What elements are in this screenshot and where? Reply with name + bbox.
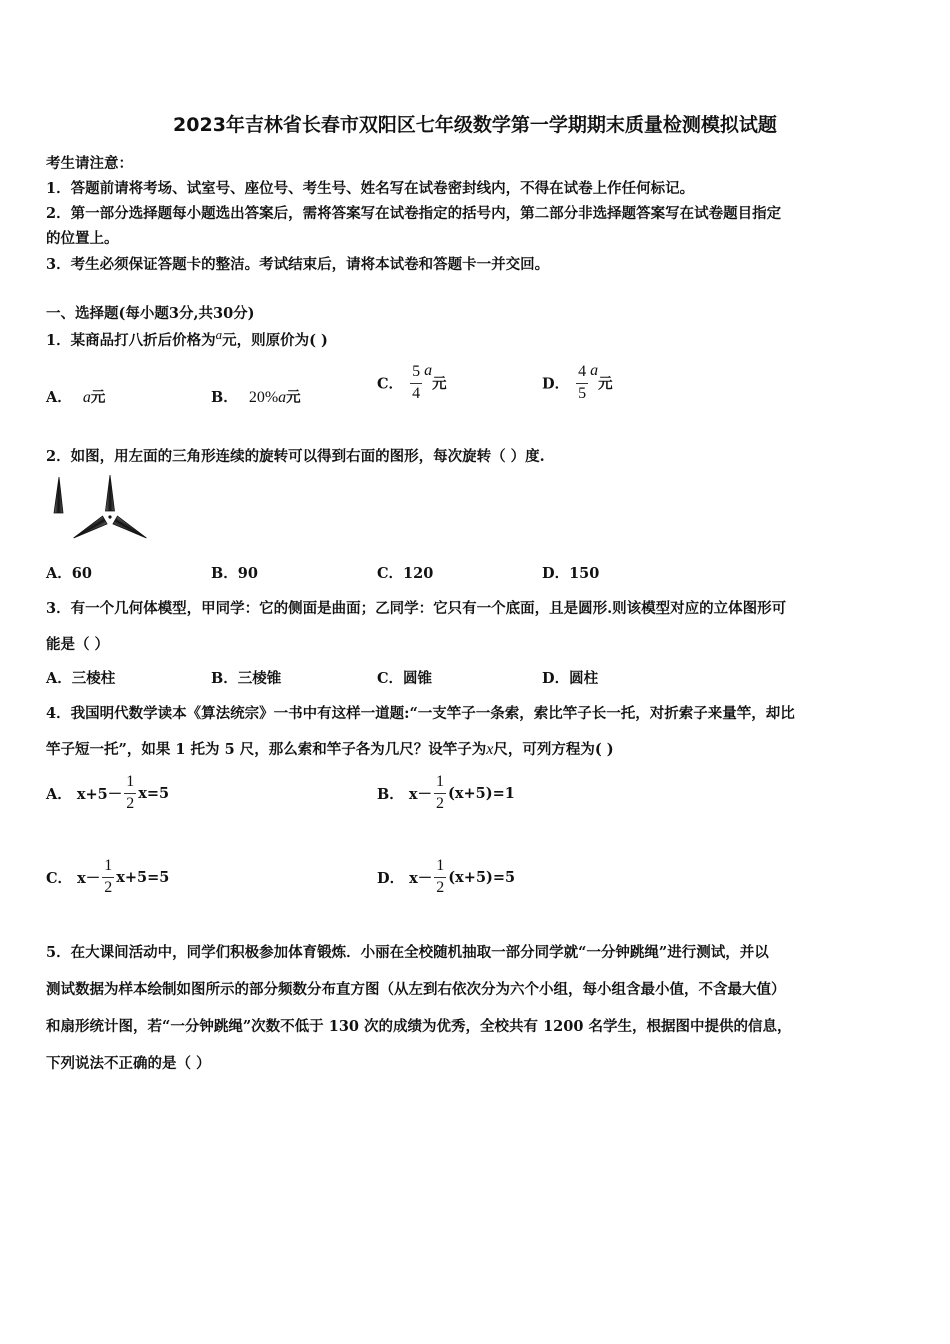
notice-item-2: 2．第一部分选择题每小题选出答案后，需将答案写在试卷指定的括号内，第二部分非选择题答案写在试卷题目指定: [46, 205, 782, 222]
q1-option-c-fraction: [410, 364, 422, 403]
q4-option-b-denominator: 2: [435, 794, 444, 812]
q1-option-d-label: D．: [542, 375, 570, 393]
q4-option-a-pre: x+5－: [76, 785, 123, 803]
q4-option-b-fraction: [434, 774, 446, 813]
q1-option-c-label: C．: [377, 375, 404, 393]
q2-option-a[interactable]: A．60: [46, 565, 92, 582]
q1-option-c-var: a: [424, 362, 433, 379]
q1-option-c-unit: 元: [432, 375, 447, 393]
q4-option-a-numerator: 1: [124, 774, 136, 794]
q1-stem-b: 元，则原价为( ): [222, 331, 328, 349]
q1-stem: [46, 327, 328, 350]
q2-option-b[interactable]: B．90: [211, 565, 258, 582]
notice-item-2-cont-text: 的位置上。: [46, 230, 119, 247]
q4-option-a-fraction: [124, 774, 136, 813]
q4-option-d-label: D．: [377, 869, 405, 887]
q4-option-b[interactable]: [377, 774, 515, 813]
q1-option-d-numerator: 4: [576, 364, 588, 384]
q4-option-c-post: x+5=5: [116, 868, 170, 886]
q2-stem: 2．如图，用左面的三角形连续的旋转可以得到右面的图形，每次旋转（ ）度.: [46, 448, 545, 465]
q1-option-a-unit: 元: [90, 389, 106, 406]
page-title: 2023年吉林省长春市双阳区七年级数学第一学期期末质量检测模拟试题: [173, 114, 777, 136]
q4-option-b-pre: x－: [408, 785, 432, 803]
q3-option-c[interactable]: C．圆锥: [377, 670, 433, 687]
q1-option-c-numerator: 5: [410, 364, 422, 384]
q1-option-b-unit: 元: [286, 389, 301, 406]
q2-option-d[interactable]: D．150: [542, 565, 600, 582]
q3-option-b[interactable]: B．三棱锥: [211, 670, 282, 687]
q4-option-b-label: B．: [377, 785, 404, 803]
q4-stem-line1: 4．我国明代数学读本《算法统宗》一书中有这样一道题:“一支竿子一条索，索比竿子长一托，对折索子来量竿，却比: [46, 705, 795, 722]
q1-option-d-fraction: [576, 364, 588, 403]
notice-item-2-cont: [46, 227, 119, 248]
q4-option-d-fraction: [434, 858, 446, 897]
q1-option-a-var: a: [82, 389, 91, 406]
q1-stem-a: 1．某商品打八折后价格为: [46, 331, 216, 349]
q4-option-a-denominator: 2: [126, 794, 135, 812]
q1-option-d-denominator: 5: [578, 384, 587, 402]
rotated-triangles: [71, 475, 148, 542]
q1-option-b[interactable]: [211, 386, 301, 407]
q3-stem-line2: 能是（ ）: [46, 636, 110, 653]
q5-stem-line1: 5．在大课间活动中，同学们积极参加体育锻炼．小丽在全校随机抽取一部分同学就“一分钟跳绳”进行测试，并以: [46, 944, 769, 961]
q4-stem-line2-a: 竿子短一托”，如果 1 托为 5 尺，那么索和竿子各为几尺？设竿子为: [46, 741, 487, 758]
q2-option-c[interactable]: C．120: [377, 565, 434, 582]
q4-option-c-fraction: [102, 858, 114, 897]
q5-stem-line4: 下列说法不正确的是（ ）: [46, 1055, 211, 1072]
q4-option-d[interactable]: [377, 858, 515, 897]
rotation-figure: [46, 473, 156, 543]
q1-option-b-value: 20%: [248, 389, 279, 406]
notice-heading: 考生请注意：: [46, 155, 133, 172]
q4-option-c-numerator: 1: [102, 858, 114, 878]
q4-option-c-label: C．: [46, 869, 73, 887]
section-heading: 一、选择题(每小题3分,共30分): [46, 305, 255, 322]
q4-stem-line2: [46, 738, 614, 759]
q1-option-d-var: a: [590, 362, 599, 379]
q4-option-c[interactable]: [46, 858, 169, 897]
q5-stem-line2: 测试数据为样本绘制如图所示的部分频数分布直方图（从左到右依次分为六个小组，每小组含最小值，不含最大值）: [46, 981, 786, 998]
q3-stem-line1: 3．有一个几何体模型，甲同学：它的侧面是曲面；乙同学：它只有一个底面，且是圆形.则该模型对应的立体图形可: [46, 600, 787, 617]
q4-option-c-denominator: 2: [104, 878, 113, 896]
q4-stem-line2-b: 尺，可列方程为( ): [493, 741, 614, 758]
q1-option-a[interactable]: [46, 386, 105, 407]
q4-option-a-label: A．: [46, 785, 72, 803]
q3-option-d[interactable]: D．圆柱: [542, 670, 599, 687]
q1-option-d-unit: 元: [598, 375, 613, 393]
q1-option-b-var: a: [278, 389, 287, 406]
q4-option-d-numerator: 1: [434, 858, 446, 878]
q3-option-a[interactable]: A．三棱柱: [46, 670, 116, 687]
single-triangle: [54, 477, 63, 513]
q4-var: x: [486, 741, 494, 758]
notice-item-3: 3．考生必须保证答题卡的整洁。考试结束后，请将本试卷和答题卡一并交回。: [46, 256, 550, 273]
q1-option-a-label: A．: [46, 389, 72, 406]
q4-option-d-pre: x－: [409, 869, 433, 887]
q4-option-b-post: (x+5)=1: [447, 784, 515, 802]
q1-option-d[interactable]: [542, 362, 613, 402]
q4-option-b-numerator: 1: [434, 774, 446, 794]
q5-stem-line3: 和扇形统计图，若“一分钟跳绳”次数不低于 130 次的成绩为优秀，全校共有 1200 名学生，根据图中提供的信息，: [46, 1018, 792, 1035]
q4-option-d-denominator: 2: [436, 878, 445, 896]
q4-option-d-post: (x+5)=5: [448, 868, 516, 886]
q4-option-c-pre: x－: [77, 869, 101, 887]
q1-option-b-label: B．: [211, 389, 238, 406]
q1-option-c[interactable]: [377, 362, 447, 402]
q4-option-a-post: x=5: [138, 784, 170, 802]
q1-option-c-denominator: 4: [412, 384, 421, 402]
q1-var: a: [215, 327, 223, 342]
q4-option-a[interactable]: [46, 774, 169, 813]
notice-item-1: 1．答题前请将考场、试室号、座位号、考生号、姓名写在试卷密封线内，不得在试卷上作任何标记。: [46, 180, 695, 197]
